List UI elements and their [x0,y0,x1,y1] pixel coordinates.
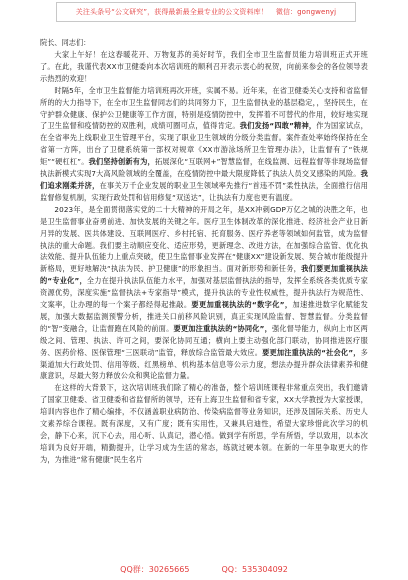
bold-phrase: 要更加重视执法的“数字化”， [191,300,293,310]
text-segment: 时隔5年，全市卫生监督能力培训班再次开班，实属不易。近年来，在省卫健委关心支持和省监督所的的大力指导下，在全市卫生监督同志们的共同努力下，卫生监督执业的基层稳定，，坚持民生，在守护群众健康、保护公卫健康等工作方面，特别是疫情防控中，发挥着不可替代的作用，较好地实现了卫生监督和疫情防控的双胜利，成绩可圈可点，值得肯定。 [40,85,368,131]
text-segment: 加速推进数字化赋能发展，加强大数据监测预警分析，推进关口前移风险识别，真正实现风险监督、智慧监督。分类监督的“智”变融合，让监督跑在风险的前面。 [40,300,368,333]
footer-contact [0,562,408,576]
text-segment: 拓展深化“互联网+”智慧监督，在线监测、远程监督等非现场监督执法新模式实现7大高风险领域的全覆盖，在疫情防控中最大限度降低了执法人员交叉感染的风险。 [40,157,368,179]
text-segment: 作为国家试点，在全省率先上线职业卫生管理平台，实现了职业卫生领域的分级分类监督。案件查处率始终保持在全省第一方阵，出台了卫健系统第一部权对规章《XX市游泳场所卫生管理办法》，让监督有了“铁规矩”“硬杠杠”。 [40,121,368,167]
bold-phrase: 我们坚持创新有为， [88,157,155,167]
paragraph-tasks [40,204,368,383]
banner-text: 关注头条号“公文研究”，获得最新最全最专业的公文资料库！ [75,8,268,16]
paragraph-opening: 大家上午好！在这春暖花开、万物复苏的美好时节，我们全市卫生监督员能力培训班正式开班了。在此，我谨代表XX市卫健委向本次培训班的顺利召开表示衷心的祝贺，向前来参会的各位领导表示热烈的欢迎！ [40,50,368,83]
salutation: 院长、同志们： [40,38,91,47]
paragraph-training: 在这样的大背景下，这次培训班我们除了精心的准备，整个培训班课程非常重点突出，我们邀请了国家卫健委、省卫健委和省监督所的领导，还有上海卫生监督和省专家，XX大学教授为大家授课，培训内容也作了精心编排，不仅涵盖职业病防治、传染病监督等业务知识，还涉及国际关系、历史人文素养综合课程。既有深度，又有广度；既有实用性，又兼具启迪性，希望大家珍惜此次学习的机会，静下心来，沉下心去，用心听、认真记，潜心悟。做到学有所思，学有所悟，学以致用，以本次培训为良好开端，精勤提升，让学习成为生活的常态，练就过硬本领。在新的一年里争取更大的作为，为推进“常有健康”民生名片 [40,383,368,464]
text-segment: 多渠道加大行政处罚、信用等级、红黑榜单、机构基本信息等公示力度，想法办提升群众法律素养和健康意识，尽最大努力释放公众和舆论监督力量。 [40,347,368,381]
bold-phrase: 我们要更加重视执法的“专业化”， [40,264,368,286]
bold-phrase: 要更加注重执法的“社会化”， [262,347,361,357]
promo-banner [56,2,356,22]
document-body [40,37,368,552]
text-segment: 2023年，是全面贯彻落实党的二十大精神的开局之年，是XX冲刺GDP万亿之城的决胜之年，也是卫生监督事业奋勇前进、加快发展的关键之年。医疗卫生体制改革的深化推进、经济社会产业日新月异的发展、医共体建设、互联网医疗、乡村托宿、托育服务、医疗养老等领域如何监管，成为监督执法的重大命题。我们要主动顺应变化、适应形势，更新理念、改进方法，在加强综合监管、优化执法效能、提升队伍能力上重点突破，使卫生监督事业发挥在“健康XX”建设新发展、契合城市能级提升新格局，更好地解决“执法为民、护卫健康”的形象担当。面对新形势和新任务， [40,204,368,274]
banner-wechat-id: 微信：gongwenyj [275,8,337,16]
text-segment: 强化督导能力，纵向上市区两级之间、管理、执法、许可之间，要深化协同互通；横向上要主动强化部门联动，协同推进医疗服务、医药价格、医保管理“三医联动”监管，释放综合监管最大效应。 [40,323,368,357]
text-segment: 全力在提升执法队伍能力水平，加强对基层监督执法的指导，发挥全系统各类优质专家资源优势，深度实施“监督执法+专家指导”模式，提升执法的专业性权威性，提升执法行为规范性、文案率，让办理的每一个案子都经得起推敲。 [40,276,368,310]
bold-phrase: 我们追求刚柔并济， [40,169,368,190]
bold-phrase: 我们发扬“四敢”精神， [239,121,317,131]
qq-number: QQ：535304092 [221,564,288,574]
bold-phrase: 要更加注重执法的“协同化”， [173,323,272,333]
paragraph-achievements [40,85,368,204]
text-segment: 在事关万千企业发展的职业卫生领域率先推行“首违不罚”柔性执法，全面推行信用监督修复机制，实现行政处罚和信用修复“双送达”，让执法有力度也更有温度。 [40,180,368,202]
qq-group: QQ群：30265665 [120,564,190,574]
